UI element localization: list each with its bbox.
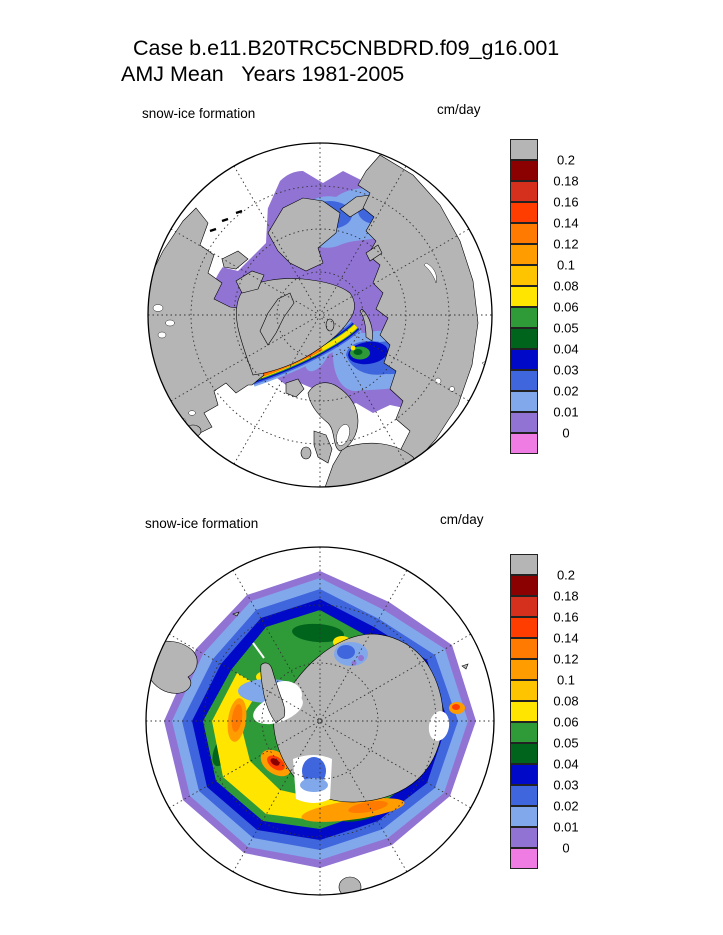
land-ireland: [301, 447, 311, 459]
colorbar-tick-label: 0.02: [553, 798, 579, 814]
land-svalbard: [326, 319, 334, 331]
colorbar-swatch: [510, 307, 538, 328]
colorbar-swatch: [510, 349, 538, 370]
south-units-label: cm/day: [440, 512, 484, 527]
south-variable-label: snow-ice formation: [145, 516, 259, 531]
colorbar-swatch: [510, 412, 538, 433]
colorbar-tick-label: 0.06: [553, 714, 579, 730]
colorbar-tick-label: 0: [562, 425, 570, 441]
colorbar-swatch: [510, 743, 538, 764]
north-variable-label: snow-ice formation: [142, 106, 256, 121]
colorbar-tick-label: 0.05: [553, 735, 579, 751]
colorbar-swatch: [510, 701, 538, 722]
colorbar-tick-label: 0.14: [553, 630, 579, 646]
colorbar-tick-label: 0.18: [553, 173, 579, 189]
colorbar-swatch: [510, 659, 538, 680]
colorbar-swatch: [510, 785, 538, 806]
colorbar-tick-label: 0.16: [553, 194, 579, 210]
colorbar-tick-label: 0.05: [553, 320, 579, 336]
figure-title-case: Case b.e11.B20TRC5CNBDRD.f09_g16.001: [133, 36, 560, 60]
colorbar-swatch: [510, 764, 538, 785]
colorbar-swatch: [510, 575, 538, 596]
map-south-polar: [118, 519, 522, 923]
colorbar-tick-label: 0.04: [553, 756, 579, 772]
colorbar-swatch: [510, 722, 538, 743]
colorbar-swatch: [510, 286, 538, 307]
colorbar-tick-label: 0.04: [553, 341, 579, 357]
colorbar-swatch: [510, 596, 538, 617]
colorbar-tick-label: 0.2: [556, 152, 576, 168]
colorbar-swatch: [510, 391, 538, 412]
colorbar-swatch: [510, 181, 538, 202]
colorbar-swatch: [510, 433, 538, 454]
colorbar-swatch: [510, 617, 538, 638]
field-yellow-dot-barents: [351, 346, 356, 351]
colorbar-swatch: [510, 265, 538, 286]
figure-title-period: AMJ Mean Years 1981-2005: [121, 62, 405, 86]
colorbar-swatch: [510, 554, 538, 575]
pocket-royal-north: [337, 645, 355, 659]
colorbar-tick-label: 0.18: [553, 588, 579, 604]
colorbar-swatch: [510, 806, 538, 827]
colorbar-tick-label: 0.2: [556, 567, 576, 583]
colorbar-tick-label: 0.01: [553, 404, 579, 420]
colorbar-north: [510, 139, 610, 479]
colorbar-swatch: [510, 202, 538, 223]
colorbar-tick-label: 0.12: [553, 651, 579, 667]
colorbar-tick-label: 0.03: [553, 362, 579, 378]
colorbar-swatch: [510, 827, 538, 848]
pocket-lightblue-ross: [300, 778, 328, 792]
colorbar-tick-label: 0.08: [553, 693, 579, 709]
north-units-label: cm/day: [437, 102, 481, 117]
colorbar-swatch: [510, 160, 538, 181]
colorbar-swatch: [510, 370, 538, 391]
colorbar-tick-label: 0.1: [556, 257, 576, 273]
colorbar-swatch: [510, 638, 538, 659]
colorbar-swatch: [510, 680, 538, 701]
colorbar-tick-label: 0.1: [556, 672, 576, 688]
colorbar-tick-label: 0.02: [553, 383, 579, 399]
colorbar-tick-label: 0.16: [553, 609, 579, 625]
colorbar-swatch: [510, 848, 538, 869]
colorbar-swatch: [510, 328, 538, 349]
colorbar-tick-label: 0.12: [553, 236, 579, 252]
colorbar-tick-label: 0.03: [553, 777, 579, 793]
colorbar-tick-label: 0.14: [553, 215, 579, 231]
colorbar-swatch: [510, 244, 538, 265]
colorbar-tick-label: 0.08: [553, 278, 579, 294]
colorbar-tick-label: 0.01: [553, 819, 579, 835]
colorbar-swatch: [510, 223, 538, 244]
colorbar-tick-label: 0: [562, 840, 570, 856]
map-north-polar: [118, 113, 522, 517]
colorbar-tick-label: 0.06: [553, 299, 579, 315]
colorbar-south: [510, 554, 610, 894]
colorbar-swatch: [510, 139, 538, 160]
